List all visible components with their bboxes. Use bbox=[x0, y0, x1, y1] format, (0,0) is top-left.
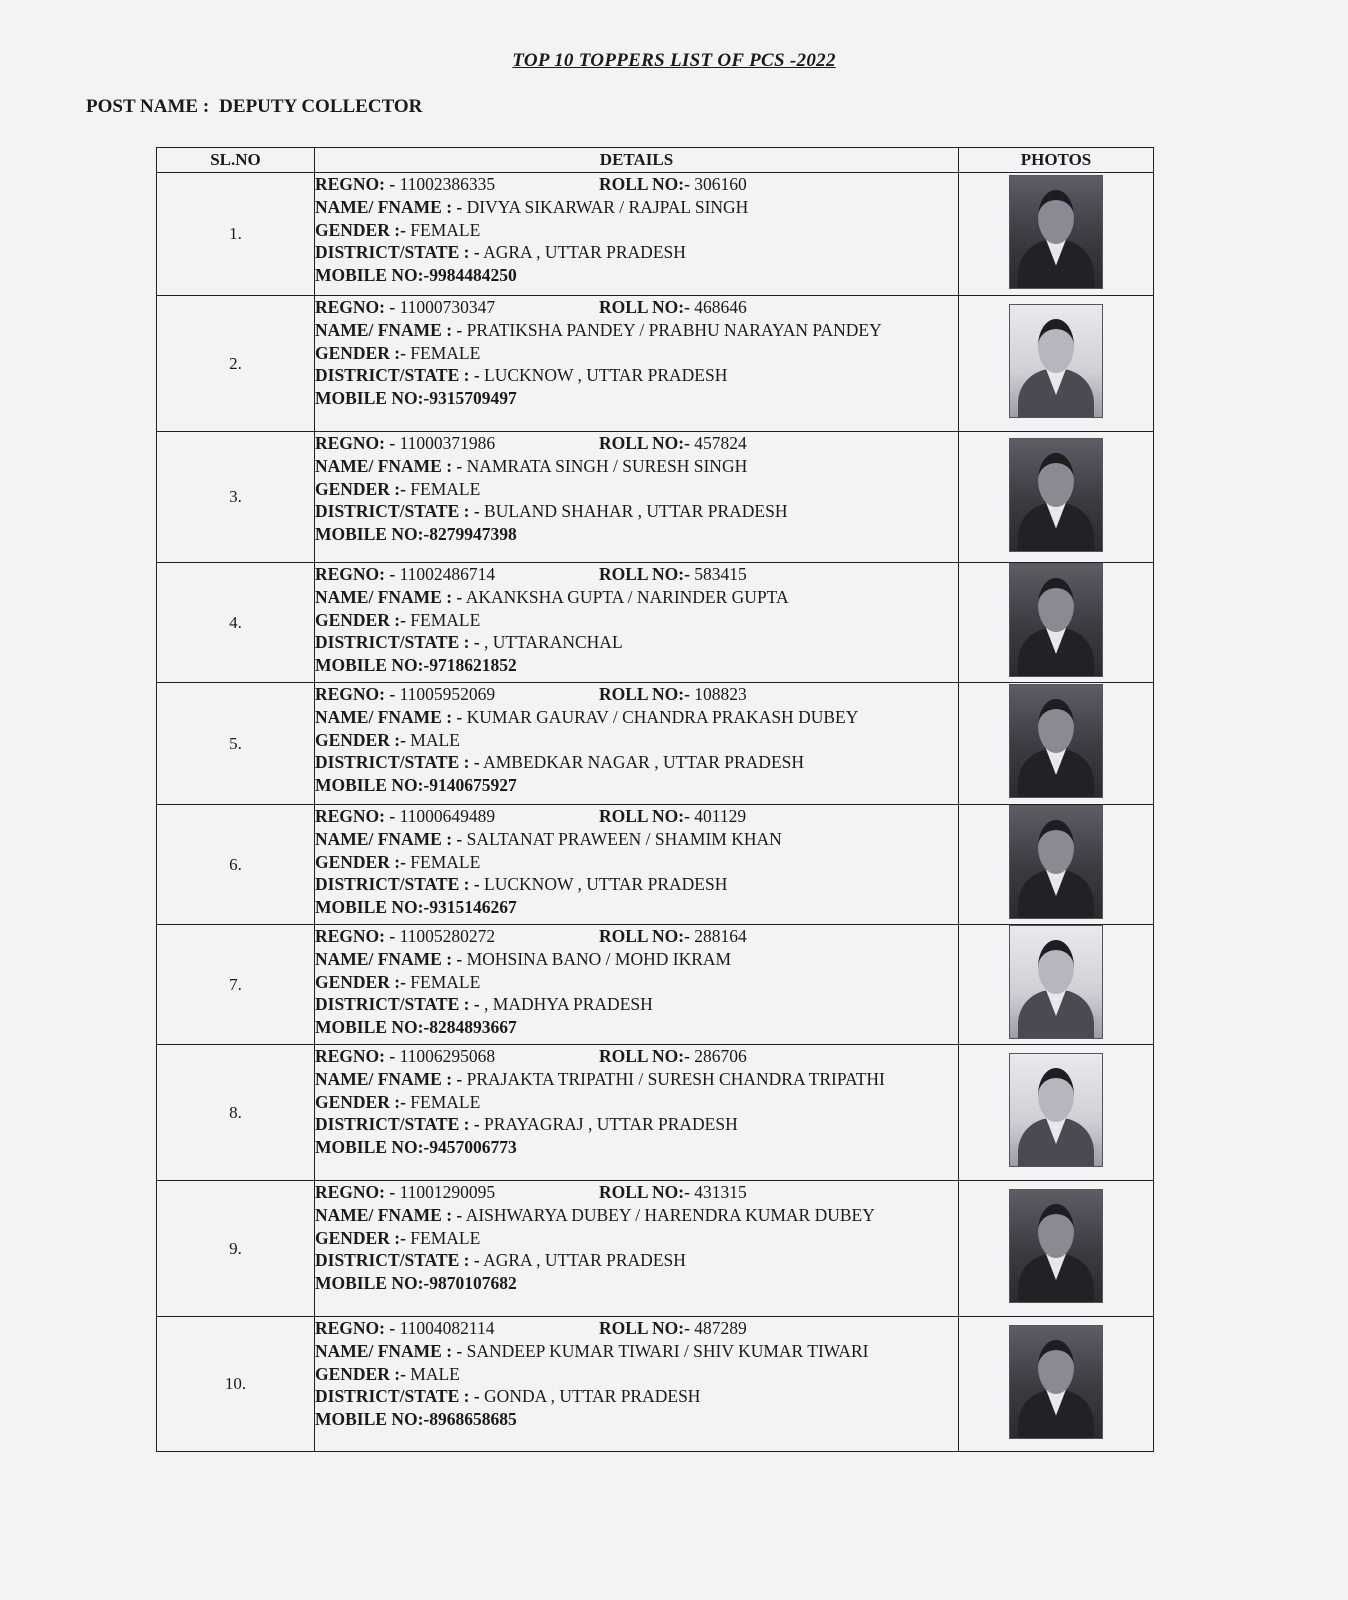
roll-no-value: 431315 bbox=[694, 1182, 747, 1202]
district-value: , UTTARANCHAL bbox=[484, 632, 623, 653]
name-label: NAME/ FNAME : - bbox=[315, 586, 463, 607]
roll-no-label: ROLL NO:- bbox=[599, 1046, 690, 1066]
mobile-label: MOBILE NO:- bbox=[315, 1017, 430, 1038]
district-line bbox=[315, 751, 958, 774]
roll-no bbox=[599, 1317, 747, 1340]
roll-no bbox=[599, 1181, 747, 1204]
mobile-line bbox=[315, 654, 958, 677]
name-line bbox=[315, 455, 958, 478]
candidate-photo bbox=[1009, 563, 1103, 677]
mobile-value: 9457006773 bbox=[429, 1137, 517, 1158]
sl-no-cell: 3. bbox=[157, 432, 315, 563]
district-line bbox=[315, 500, 958, 523]
regno-value: 11005952069 bbox=[399, 684, 496, 704]
sl-no-cell: 7. bbox=[157, 925, 315, 1045]
roll-no-label: ROLL NO:- bbox=[599, 433, 690, 453]
district-label: DISTRICT/STATE : - bbox=[315, 365, 480, 386]
roll-no bbox=[599, 1045, 747, 1068]
district-value: AGRA , UTTAR PRADESH bbox=[483, 1250, 686, 1271]
district-label: DISTRICT/STATE : - bbox=[315, 752, 480, 773]
name-label: NAME/ FNAME : - bbox=[315, 1068, 463, 1089]
regno-label: REGNO: - bbox=[315, 297, 396, 317]
mobile-value: 9870107682 bbox=[429, 1273, 517, 1294]
name-value: NAMRATA SINGH / SURESH SINGH bbox=[466, 455, 748, 476]
regno-line bbox=[315, 1181, 958, 1204]
name-line bbox=[315, 948, 958, 971]
roll-no bbox=[599, 432, 747, 455]
mobile-label: MOBILE NO:- bbox=[315, 1273, 430, 1294]
regno-line bbox=[315, 296, 958, 319]
district-label: DISTRICT/STATE : - bbox=[315, 874, 480, 895]
roll-no-value: 306160 bbox=[694, 174, 747, 194]
regno-label: REGNO: - bbox=[315, 433, 396, 453]
table-row bbox=[157, 925, 1154, 1045]
mobile-value: 9315146267 bbox=[429, 897, 517, 918]
mobile-label: MOBILE NO:- bbox=[315, 265, 430, 286]
roll-no-label: ROLL NO:- bbox=[599, 1318, 690, 1338]
gender-label: GENDER :- bbox=[315, 851, 406, 872]
roll-no-value: 401129 bbox=[694, 806, 747, 826]
roll-no bbox=[599, 296, 747, 319]
roll-no-label: ROLL NO:- bbox=[599, 564, 690, 584]
district-value: GONDA , UTTAR PRADESH bbox=[484, 1386, 701, 1407]
name-line bbox=[315, 196, 958, 219]
district-value: LUCKNOW , UTTAR PRADESH bbox=[484, 874, 728, 895]
name-label: NAME/ FNAME : - bbox=[315, 196, 463, 217]
post-name-value: DEPUTY COLLECTOR bbox=[219, 96, 423, 117]
name-value: DIVYA SIKARWAR / RAJPAL SINGH bbox=[466, 196, 749, 217]
name-label: NAME/ FNAME : - bbox=[315, 455, 463, 476]
details-cell bbox=[315, 432, 959, 563]
district-label: DISTRICT/STATE : - bbox=[315, 632, 480, 653]
regno-line bbox=[315, 1317, 958, 1340]
mobile-label: MOBILE NO:- bbox=[315, 1409, 430, 1430]
district-label: DISTRICT/STATE : - bbox=[315, 501, 480, 522]
table-row bbox=[157, 1317, 1154, 1452]
mobile-line bbox=[315, 774, 958, 797]
regno-label: REGNO: - bbox=[315, 1046, 396, 1066]
name-value: AISHWARYA DUBEY / HARENDRA KUMAR DUBEY bbox=[465, 1204, 875, 1225]
regno-line bbox=[315, 173, 958, 196]
gender-label: GENDER :- bbox=[315, 1363, 406, 1384]
candidate-photo bbox=[1009, 684, 1103, 798]
regno-label: REGNO: - bbox=[315, 926, 396, 946]
candidate-photo bbox=[1009, 304, 1103, 418]
gender-value: FEMALE bbox=[410, 478, 481, 499]
district-label: DISTRICT/STATE : - bbox=[315, 994, 480, 1015]
candidate-photo bbox=[1009, 1189, 1103, 1303]
candidate-photo bbox=[1009, 175, 1103, 289]
roll-no-value: 583415 bbox=[694, 564, 747, 584]
mobile-label: MOBILE NO:- bbox=[315, 775, 430, 796]
regno-label: REGNO: - bbox=[315, 1318, 396, 1338]
regno-label: REGNO: - bbox=[315, 1182, 396, 1202]
name-line bbox=[315, 828, 958, 851]
name-line bbox=[315, 586, 958, 609]
gender-value: FEMALE bbox=[410, 219, 481, 240]
details-cell bbox=[315, 296, 959, 432]
regno-value: 11000371986 bbox=[399, 433, 496, 453]
gender-label: GENDER :- bbox=[315, 478, 406, 499]
gender-value: FEMALE bbox=[410, 1091, 481, 1112]
gender-line bbox=[315, 1363, 958, 1386]
gender-value: FEMALE bbox=[410, 1227, 481, 1248]
photo-cell bbox=[959, 1045, 1154, 1181]
gender-line bbox=[315, 342, 958, 365]
roll-no bbox=[599, 805, 746, 828]
name-line bbox=[315, 1068, 958, 1091]
details-cell bbox=[315, 1317, 959, 1452]
mobile-label: MOBILE NO:- bbox=[315, 897, 430, 918]
table-header-row bbox=[157, 148, 1154, 173]
regno-label: REGNO: - bbox=[315, 684, 396, 704]
roll-no-value: 108823 bbox=[694, 684, 747, 704]
candidate-photo bbox=[1009, 925, 1103, 1039]
candidate-photo bbox=[1009, 805, 1103, 919]
gender-label: GENDER :- bbox=[315, 1091, 406, 1112]
gender-label: GENDER :- bbox=[315, 342, 406, 363]
name-label: NAME/ FNAME : - bbox=[315, 1204, 463, 1225]
name-line bbox=[315, 319, 958, 342]
district-line bbox=[315, 364, 958, 387]
name-value: KUMAR GAURAV / CHANDRA PRAKASH DUBEY bbox=[466, 706, 859, 727]
photo-cell bbox=[959, 925, 1154, 1045]
table-row bbox=[157, 296, 1154, 432]
regno-line bbox=[315, 805, 958, 828]
regno-line bbox=[315, 925, 958, 948]
post-name bbox=[86, 96, 422, 118]
regno-value: 11000649489 bbox=[399, 806, 496, 826]
name-label: NAME/ FNAME : - bbox=[315, 828, 463, 849]
name-value: MOHSINA BANO / MOHD IKRAM bbox=[466, 948, 732, 969]
gender-value: FEMALE bbox=[410, 851, 481, 872]
details-cell bbox=[315, 563, 959, 683]
gender-value: FEMALE bbox=[410, 971, 481, 992]
name-label: NAME/ FNAME : - bbox=[315, 319, 463, 340]
name-label: NAME/ FNAME : - bbox=[315, 948, 463, 969]
district-label: DISTRICT/STATE : - bbox=[315, 1386, 480, 1407]
name-line bbox=[315, 1340, 958, 1363]
roll-no-value: 288164 bbox=[694, 926, 747, 946]
roll-no-value: 487289 bbox=[694, 1318, 747, 1338]
name-value: PRAJAKTA TRIPATHI / SURESH CHANDRA TRIPATHI bbox=[466, 1068, 885, 1089]
gender-line bbox=[315, 851, 958, 874]
post-name-label: POST NAME : bbox=[86, 96, 210, 117]
name-label: NAME/ FNAME : - bbox=[315, 706, 463, 727]
mobile-label: MOBILE NO:- bbox=[315, 655, 430, 676]
sl-no-cell: 8. bbox=[157, 1045, 315, 1181]
photo-cell bbox=[959, 1317, 1154, 1452]
table-row bbox=[157, 1045, 1154, 1181]
column-header-sl-no: SL.NO bbox=[157, 148, 315, 173]
table-row bbox=[157, 1181, 1154, 1317]
gender-line bbox=[315, 1091, 958, 1114]
details-cell bbox=[315, 173, 959, 296]
mobile-line bbox=[315, 387, 958, 410]
gender-value: MALE bbox=[410, 729, 460, 750]
photo-cell bbox=[959, 683, 1154, 805]
regno-label: REGNO: - bbox=[315, 174, 396, 194]
mobile-line bbox=[315, 264, 958, 287]
roll-no bbox=[599, 563, 747, 586]
regno-value: 11006295068 bbox=[399, 1046, 496, 1066]
photo-cell bbox=[959, 432, 1154, 563]
regno-line bbox=[315, 1045, 958, 1068]
gender-value: FEMALE bbox=[410, 609, 481, 630]
district-label: DISTRICT/STATE : - bbox=[315, 1250, 480, 1271]
district-line bbox=[315, 631, 958, 654]
name-value: SALTANAT PRAWEEN / SHAMIM KHAN bbox=[466, 828, 782, 849]
details-cell bbox=[315, 1181, 959, 1317]
district-value: LUCKNOW , UTTAR PRADESH bbox=[484, 365, 728, 386]
toppers-table bbox=[156, 147, 1154, 1452]
mobile-value: 9315709497 bbox=[429, 388, 517, 409]
sl-no-cell: 10. bbox=[157, 1317, 315, 1452]
mobile-label: MOBILE NO:- bbox=[315, 388, 430, 409]
gender-line bbox=[315, 478, 958, 501]
sl-no-cell: 9. bbox=[157, 1181, 315, 1317]
roll-no bbox=[599, 683, 747, 706]
details-cell bbox=[315, 925, 959, 1045]
sl-no-cell: 4. bbox=[157, 563, 315, 683]
mobile-label: MOBILE NO:- bbox=[315, 1137, 430, 1158]
column-header-photos: PHOTOS bbox=[959, 148, 1154, 173]
district-value: , MADHYA PRADESH bbox=[484, 994, 653, 1015]
candidate-photo bbox=[1009, 438, 1103, 552]
gender-line bbox=[315, 971, 958, 994]
table-row bbox=[157, 563, 1154, 683]
gender-line bbox=[315, 729, 958, 752]
regno-value: 11001290095 bbox=[399, 1182, 496, 1202]
gender-label: GENDER :- bbox=[315, 1227, 406, 1248]
mobile-line bbox=[315, 1272, 958, 1295]
photo-cell bbox=[959, 296, 1154, 432]
sl-no-cell: 1. bbox=[157, 173, 315, 296]
table-row bbox=[157, 432, 1154, 563]
regno-label: REGNO: - bbox=[315, 806, 396, 826]
gender-value: FEMALE bbox=[410, 342, 481, 363]
table-row bbox=[157, 683, 1154, 805]
district-line bbox=[315, 993, 958, 1016]
mobile-value: 8968658685 bbox=[429, 1409, 517, 1430]
details-cell bbox=[315, 1045, 959, 1181]
regno-line bbox=[315, 683, 958, 706]
name-value: AKANKSHA GUPTA / NARINDER GUPTA bbox=[465, 586, 789, 607]
mobile-line bbox=[315, 896, 958, 919]
mobile-line bbox=[315, 1408, 958, 1431]
mobile-value: 8279947398 bbox=[429, 524, 517, 545]
regno-value: 11002386335 bbox=[399, 174, 496, 194]
district-label: DISTRICT/STATE : - bbox=[315, 242, 480, 263]
mobile-value: 9140675927 bbox=[429, 775, 517, 796]
district-value: AGRA , UTTAR PRADESH bbox=[483, 242, 686, 263]
photo-cell bbox=[959, 805, 1154, 925]
gender-line bbox=[315, 1227, 958, 1250]
photo-cell bbox=[959, 173, 1154, 296]
regno-value: 11005280272 bbox=[399, 926, 496, 946]
name-value: PRATIKSHA PANDEY / PRABHU NARAYAN PANDEY bbox=[466, 319, 882, 340]
candidate-photo bbox=[1009, 1053, 1103, 1167]
gender-line bbox=[315, 219, 958, 242]
sl-no-cell: 5. bbox=[157, 683, 315, 805]
sl-no-cell: 2. bbox=[157, 296, 315, 432]
roll-no-label: ROLL NO:- bbox=[599, 174, 690, 194]
details-cell bbox=[315, 683, 959, 805]
district-line bbox=[315, 1113, 958, 1136]
sl-no-cell: 6. bbox=[157, 805, 315, 925]
mobile-value: 9984484250 bbox=[429, 265, 517, 286]
roll-no-label: ROLL NO:- bbox=[599, 1182, 690, 1202]
photo-cell bbox=[959, 1181, 1154, 1317]
mobile-value: 9718621852 bbox=[429, 655, 517, 676]
roll-no-label: ROLL NO:- bbox=[599, 926, 690, 946]
name-line bbox=[315, 706, 958, 729]
regno-value: 11000730347 bbox=[399, 297, 496, 317]
gender-label: GENDER :- bbox=[315, 729, 406, 750]
name-label: NAME/ FNAME : - bbox=[315, 1340, 463, 1361]
gender-line bbox=[315, 609, 958, 632]
roll-no bbox=[599, 925, 747, 948]
page-title: TOP 10 TOPPERS LIST OF PCS -2022 bbox=[512, 50, 836, 71]
mobile-label: MOBILE NO:- bbox=[315, 524, 430, 545]
roll-no bbox=[599, 173, 747, 196]
district-line bbox=[315, 1249, 958, 1272]
regno-value: 11004082114 bbox=[399, 1318, 495, 1338]
roll-no-value: 468646 bbox=[694, 297, 747, 317]
gender-label: GENDER :- bbox=[315, 609, 406, 630]
regno-line bbox=[315, 563, 958, 586]
roll-no-label: ROLL NO:- bbox=[599, 806, 690, 826]
roll-no-label: ROLL NO:- bbox=[599, 297, 690, 317]
roll-no-value: 286706 bbox=[694, 1046, 747, 1066]
column-header-details: DETAILS bbox=[315, 148, 959, 173]
district-line bbox=[315, 873, 958, 896]
mobile-line bbox=[315, 523, 958, 546]
regno-line bbox=[315, 432, 958, 455]
gender-value: MALE bbox=[410, 1363, 460, 1384]
district-line bbox=[315, 1385, 958, 1408]
table-row bbox=[157, 805, 1154, 925]
mobile-value: 8284893667 bbox=[429, 1017, 517, 1038]
roll-no-value: 457824 bbox=[694, 433, 747, 453]
regno-value: 11002486714 bbox=[399, 564, 496, 584]
gender-label: GENDER :- bbox=[315, 219, 406, 240]
district-value: PRAYAGRAJ , UTTAR PRADESH bbox=[484, 1114, 738, 1135]
mobile-line bbox=[315, 1136, 958, 1159]
regno-label: REGNO: - bbox=[315, 564, 396, 584]
name-value: SANDEEP KUMAR TIWARI / SHIV KUMAR TIWARI bbox=[466, 1340, 869, 1361]
table-row bbox=[157, 173, 1154, 296]
name-line bbox=[315, 1204, 958, 1227]
district-value: AMBEDKAR NAGAR , UTTAR PRADESH bbox=[483, 752, 805, 773]
mobile-line bbox=[315, 1016, 958, 1039]
photo-cell bbox=[959, 563, 1154, 683]
district-label: DISTRICT/STATE : - bbox=[315, 1114, 480, 1135]
gender-label: GENDER :- bbox=[315, 971, 406, 992]
district-line bbox=[315, 241, 958, 264]
details-cell bbox=[315, 805, 959, 925]
roll-no-label: ROLL NO:- bbox=[599, 684, 690, 704]
district-value: BULAND SHAHAR , UTTAR PRADESH bbox=[484, 501, 788, 522]
candidate-photo bbox=[1009, 1325, 1103, 1439]
